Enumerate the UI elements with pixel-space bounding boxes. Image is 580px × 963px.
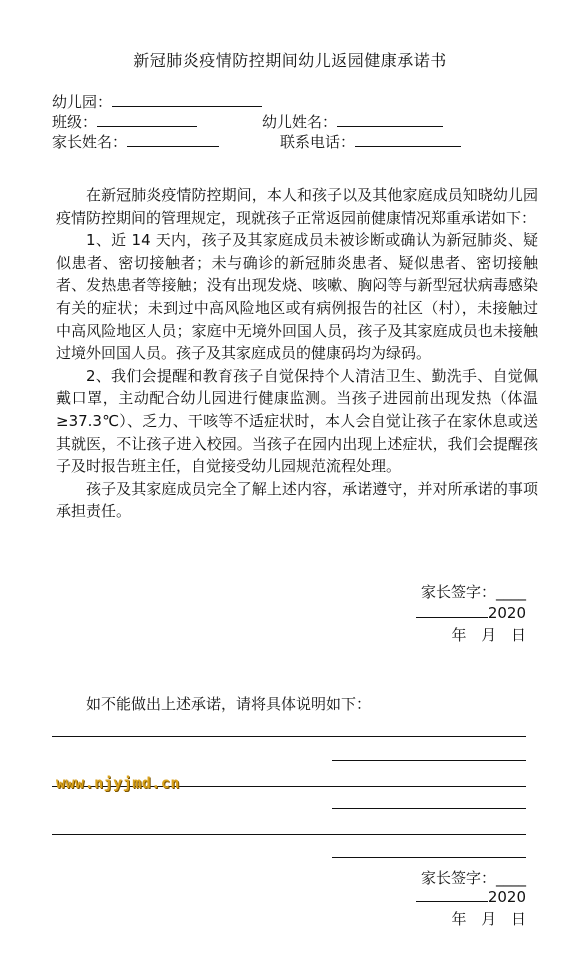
class-field bbox=[52, 110, 197, 132]
closing-paragraph: 孩子及其家庭成员完全了解上述内容，承诺遵守，并对所承诺的事项承担责任。 bbox=[56, 479, 538, 521]
date-ymd: 年 月 日 bbox=[451, 626, 526, 644]
intro-paragraph: 在新冠肺炎疫情防控期间，本人和孩子以及其他家庭成员知晓幼儿园疫情防控期间的管理规定，现就孩子正常返园前健康情况郑重承诺如下： bbox=[56, 186, 538, 227]
parent-name-field bbox=[52, 130, 219, 152]
signature-date-2 bbox=[416, 887, 526, 906]
date-blank[interactable] bbox=[416, 603, 488, 618]
child-name-label: 幼儿姓名： bbox=[262, 113, 338, 131]
class-label: 班级： bbox=[52, 113, 98, 131]
date-blank-2[interactable] bbox=[416, 887, 488, 902]
parent-signature-label-2: 家长签字：____ bbox=[420, 869, 526, 887]
kindergarten-blank[interactable] bbox=[112, 90, 262, 107]
kindergarten-label: 幼儿园： bbox=[52, 93, 113, 111]
parent-signature-label: 家长签字：____ bbox=[420, 583, 526, 601]
date-year-2: 2020 bbox=[487, 888, 526, 906]
explain-line-2[interactable] bbox=[332, 760, 526, 761]
date-ymd-2: 年 月 日 bbox=[451, 910, 526, 928]
commitment-body bbox=[56, 184, 538, 523]
explain-line-5[interactable] bbox=[52, 834, 526, 835]
parent-name-blank[interactable] bbox=[127, 130, 219, 147]
watermark-text: www.njyjmd.cn bbox=[56, 774, 180, 792]
explain-label: 如不能做出上述承诺，请将具体说明如下： bbox=[86, 695, 372, 713]
signature-date bbox=[416, 603, 526, 622]
explain-line-1[interactable] bbox=[52, 736, 526, 737]
explain-line-6[interactable] bbox=[332, 857, 526, 858]
kindergarten-field bbox=[52, 90, 262, 112]
phone-blank[interactable] bbox=[355, 130, 461, 147]
child-name-blank[interactable] bbox=[337, 110, 443, 127]
parent-name-label: 家长姓名： bbox=[52, 133, 128, 151]
item-1-paragraph: 1、近 14 天内，孩子及其家庭成员未被诊断或确认为新冠肺炎、疑似患者、密切接触者；未与确诊的新冠肺炎患者、疑似患者、密切接触者、发热患者等接触；没有出现发烧、咳嗽、胸闷等与新型冠状病毒感染有关的症状；未到过中高风险地区或有病例报告的社区（村），未接触过中高风险地区人员；家庭中无境外回国人员，孩子及其家庭成员也未接触过境外回国人员。孩子及其家庭成员的健康码均为绿码。 bbox=[56, 231, 538, 363]
item-2-paragraph: 2、我们会提醒和教育孩子自觉保持个人清洁卫生、勤洗手、自觉佩戴口罩，主动配合幼儿园进行健康监测。当孩子进园前出现发热（体温≥37.3℃）、乏力、干咳等不适症状时，本人会自觉让孩子在家休息或送其就医，不让孩子进入校园。当孩子在园内出现上述症状，我们会提醒孩子及时报告班主任，自觉接受幼儿园规范流程处理。 bbox=[56, 366, 538, 476]
child-name-field bbox=[262, 110, 443, 132]
class-blank[interactable] bbox=[97, 110, 197, 127]
phone-field bbox=[280, 130, 461, 152]
phone-label: 联系电话： bbox=[280, 133, 356, 151]
document-title: 新冠肺炎疫情防控期间幼儿返园健康承诺书 bbox=[133, 51, 447, 70]
explain-line-4[interactable] bbox=[332, 808, 526, 809]
date-year: 2020 bbox=[487, 604, 526, 622]
